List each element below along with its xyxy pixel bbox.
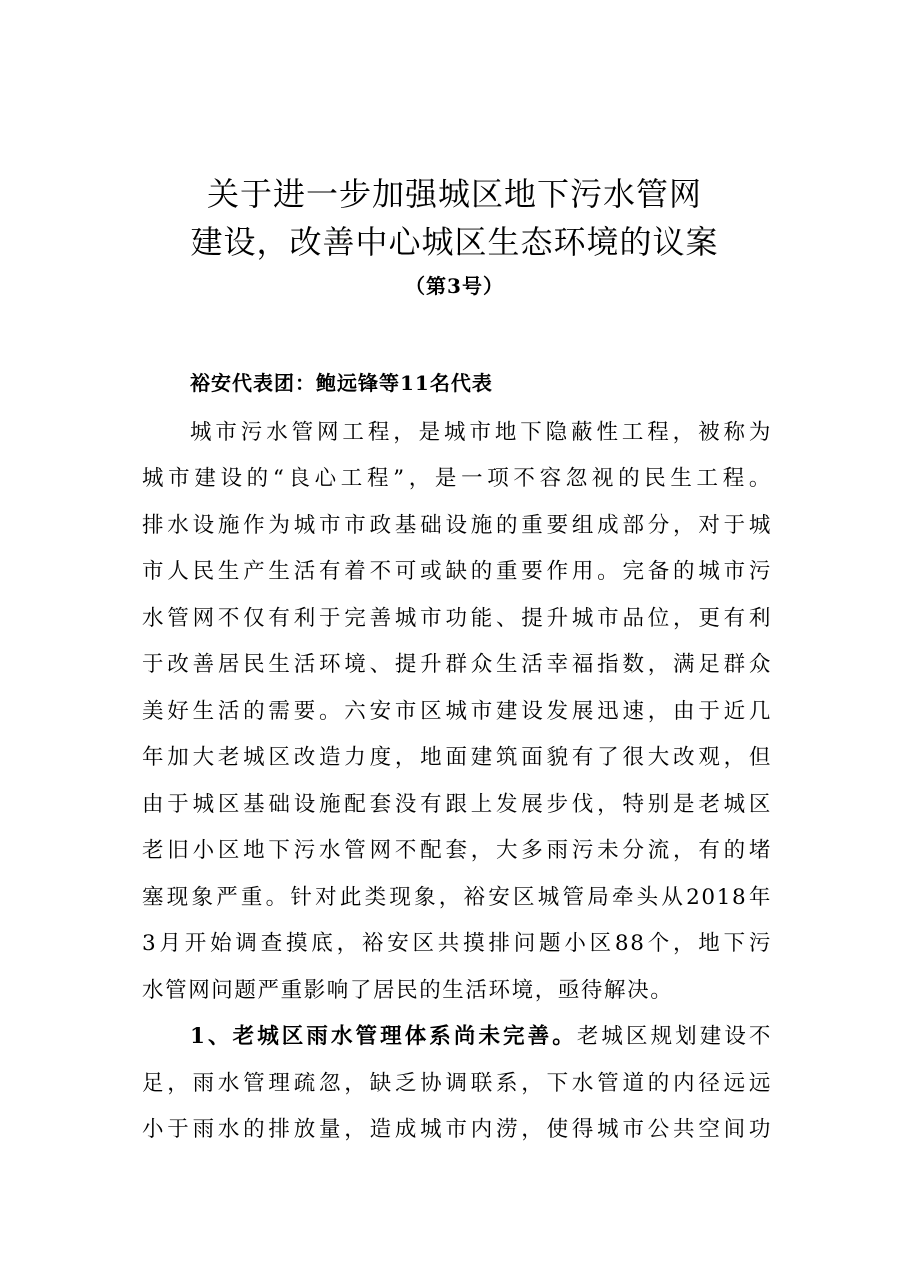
body-line: 于改善居民生活环境、提升群众生活幸福指数，满足群众 <box>142 652 772 677</box>
body-line: 小于雨水的排放量，造成城市内涝，使得城市公共空间功 <box>142 1117 772 1142</box>
section-text: 老城区规划建设不 <box>576 1024 772 1049</box>
body-line: 水管网不仅有利于完善城市功能、提升城市品位，更有利 <box>142 606 772 631</box>
proposer-line: 裕安代表团：鲍远锋等11名代表 <box>190 371 493 395</box>
section-heading: 1、老城区雨水管理体系尚未完善。 <box>190 1024 577 1049</box>
document-title-line-2: 建设，改善中心城区生态环境的议案 <box>190 223 719 261</box>
body-line: 市人民生产生活有着不可或缺的重要作用。完备的城市污 <box>142 559 772 584</box>
section-first-line <box>190 1022 772 1052</box>
body-line: 排水设施作为城市市政基础设施的重要组成部分，对于城 <box>142 513 772 538</box>
body-line: 塞现象严重。针对此类现象，裕安区城管局牵头从2018年 <box>142 885 772 910</box>
body-line: 由于城区基础设施配套没有跟上发展步伐，特别是老城区 <box>142 792 772 817</box>
body-line: 水管网问题严重影响了居民的生活环境，亟待解决。 <box>142 978 674 1003</box>
body-line: 城市建设的“良心工程”，是一项不容忽视的民生工程。 <box>142 466 772 491</box>
document-number: （第3号） <box>405 274 504 298</box>
body-line: 年加大老城区改造力度，地面建筑面貌有了很大改观，但 <box>142 745 772 770</box>
body-line: 美好生活的需要。六安市区城市建设发展迅速，由于近几 <box>142 699 772 724</box>
document-title-line-1: 关于进一步加强城区地下污水管网 <box>206 175 702 213</box>
body-line: 老旧小区地下污水管网不配套，大多雨污未分流，有的堵 <box>142 838 772 863</box>
body-line: 城市污水管网工程，是城市地下隐蔽性工程，被称为 <box>190 420 772 445</box>
body-line: 足，雨水管理疏忽，缺乏协调联系，下水管道的内径远远 <box>142 1071 772 1096</box>
body-line: 3月开始调查摸底，裕安区共摸排问题小区88个，地下污 <box>142 931 772 956</box>
